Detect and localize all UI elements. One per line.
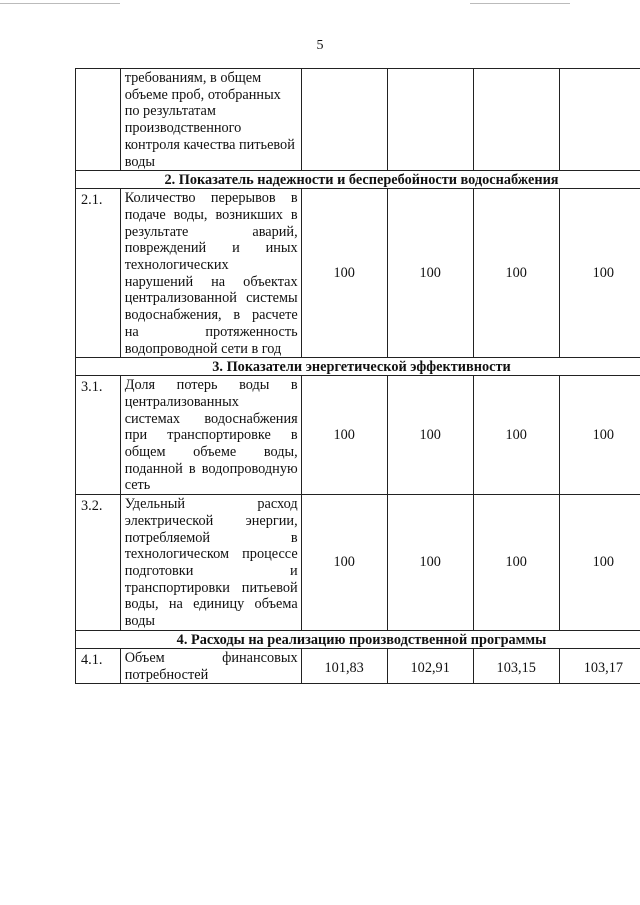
table-row-3-1 xyxy=(76,376,640,495)
value-cell-1 xyxy=(301,69,387,171)
scan-edge-line-left xyxy=(0,3,120,4)
value-cell-3 xyxy=(473,69,559,171)
scan-edge-line-right xyxy=(470,3,570,4)
section-header-row xyxy=(76,358,640,376)
value-cell-2: 100 xyxy=(387,189,473,358)
value-cell-3: 100 xyxy=(473,189,559,358)
value-cell-4: 100 xyxy=(559,376,640,495)
value-cell-2: 102,91 xyxy=(387,648,473,683)
value-cell-4: 100 xyxy=(559,495,640,631)
section-header-row xyxy=(76,630,640,648)
value-cell-4 xyxy=(559,69,640,171)
page-number: 5 xyxy=(316,38,324,53)
section-heading-3: 3. Показатели энергетической эффективности xyxy=(76,358,640,376)
section-heading-2: 2. Показатель надежности и бесперебойности водоснабжения xyxy=(76,171,640,189)
row-number: 3.1. xyxy=(76,376,121,495)
indicator-text: Доля потерь воды в централизованных системах водоснабжения при транспортировке в общем объеме воды, поданной в водопроводную сеть xyxy=(120,376,301,495)
indicators-table xyxy=(75,68,640,684)
row-number: 3.2. xyxy=(76,495,121,631)
value-cell-2: 100 xyxy=(387,376,473,495)
value-cell-3: 100 xyxy=(473,376,559,495)
indicator-text: Количество перерывов в подаче воды, возникших в результате аварий, повреждений и иных технологических нарушений на объектах централизованной системы водоснабжения, в расчете на протяженность водопроводной сети в год xyxy=(120,189,301,358)
value-cell-2 xyxy=(387,69,473,171)
value-cell-1: 100 xyxy=(301,189,387,358)
row-number: 2.1. xyxy=(76,189,121,358)
table-row-3-2 xyxy=(76,495,640,631)
indicator-text: Удельный расход электрической энергии, потребляемой в технологическом процессе подготовки и транспортировки питьевой воды, на единицу объема воды xyxy=(120,495,301,631)
table-row-2-1 xyxy=(76,189,640,358)
row-number xyxy=(76,69,121,171)
value-cell-1: 100 xyxy=(301,376,387,495)
value-cell-4: 100 xyxy=(559,189,640,358)
section-heading-4: 4. Расходы на реализацию производственной программы xyxy=(76,630,640,648)
value-cell-2: 100 xyxy=(387,495,473,631)
value-cell-3: 103,15 xyxy=(473,648,559,683)
value-cell-1: 101,83 xyxy=(301,648,387,683)
table-row-4-1 xyxy=(76,648,640,683)
section-header-row xyxy=(76,171,640,189)
value-cell-4: 103,17 xyxy=(559,648,640,683)
value-cell-3: 100 xyxy=(473,495,559,631)
indicator-text: требованиям, в общем объеме проб, отобранных по результатам производственного контроля качества питьевой воды xyxy=(120,69,301,171)
value-cell-1: 100 xyxy=(301,495,387,631)
row-number: 4.1. xyxy=(76,648,121,683)
indicator-text: Объем финансовых потребностей xyxy=(120,648,301,683)
table-row-continuation xyxy=(76,69,640,171)
